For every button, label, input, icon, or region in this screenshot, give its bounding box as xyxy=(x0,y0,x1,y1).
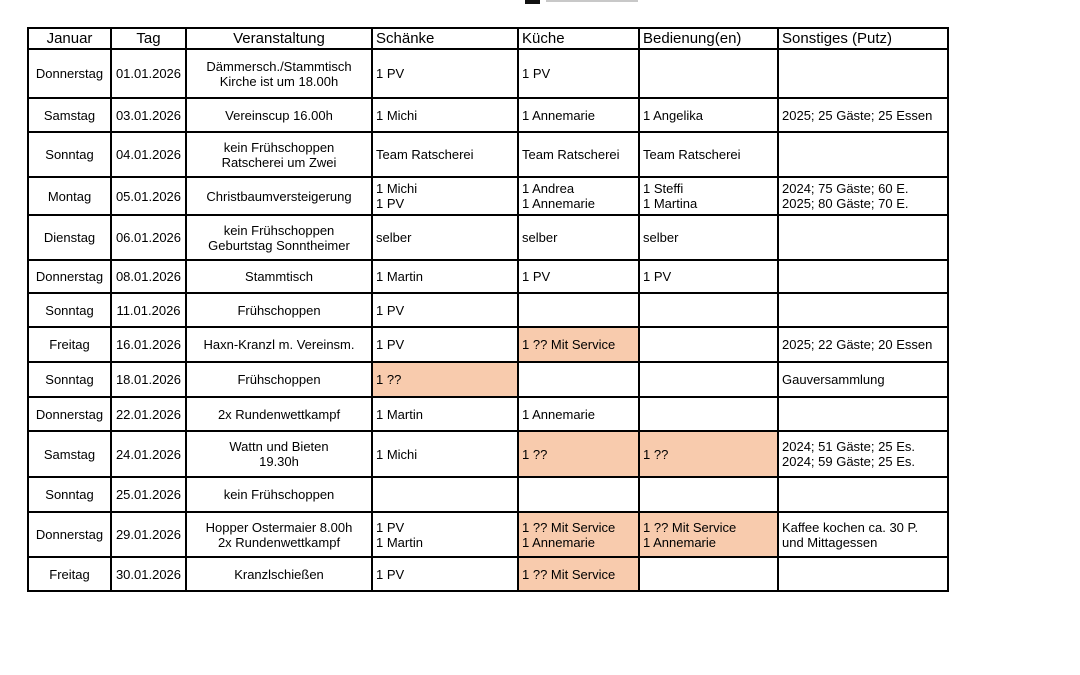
cell-date: 11.01.2026 xyxy=(111,293,186,327)
table-row xyxy=(28,362,948,397)
cell-text-line: 1 ?? Mit Service xyxy=(643,519,737,535)
cell-event xyxy=(186,362,372,397)
cell-text-line: 1 ?? xyxy=(376,372,402,387)
cell-text-line: Haxn-Kranzl m. Vereinsm. xyxy=(203,337,355,352)
cell-sonstiges xyxy=(778,431,948,477)
cell-event xyxy=(186,215,372,260)
cell-schaenke xyxy=(372,260,518,293)
cell-text-line: 1 ?? Mit Service xyxy=(522,519,616,535)
cell-event xyxy=(186,260,372,293)
cell-sonstiges xyxy=(778,49,948,98)
january-schedule-table xyxy=(27,27,949,592)
table-row xyxy=(28,431,948,477)
cell-text-line: 1 ?? xyxy=(643,446,669,462)
cell-event xyxy=(186,557,372,591)
cell-date: 06.01.2026 xyxy=(111,215,186,260)
cell-date: 22.01.2026 xyxy=(111,397,186,431)
cell-text-line: 1 PV xyxy=(376,566,405,582)
column-header: Schänke xyxy=(372,28,518,49)
cell-text-line: 1 PV xyxy=(643,269,672,284)
cell-text-line: Hopper Ostermaier 8.00h xyxy=(205,519,353,535)
cell-bedienung xyxy=(639,397,778,431)
cell-text-line: und Mittagessen xyxy=(782,534,878,550)
cell-kueche xyxy=(518,512,639,557)
cell-schaenke xyxy=(372,293,518,327)
cell-text-line: 1 Michi xyxy=(376,181,418,196)
cell-event xyxy=(186,477,372,512)
cell-sonstiges xyxy=(778,177,948,215)
cell-day: Montag xyxy=(28,177,111,215)
cell-sonstiges xyxy=(778,557,948,591)
table-row xyxy=(28,512,948,557)
cell-kueche xyxy=(518,49,639,98)
cell-text-line: 2024; 51 Gäste; 25 Es. xyxy=(782,439,915,454)
cell-kueche xyxy=(518,477,639,512)
cell-date: 16.01.2026 xyxy=(111,327,186,362)
cell-day: Freitag xyxy=(28,327,111,362)
cut-off-title-fragment xyxy=(546,0,638,2)
table-row xyxy=(28,260,948,293)
cell-text-line: 1 Andrea xyxy=(522,181,575,196)
cell-schaenke xyxy=(372,132,518,177)
cell-text-line: 1 ?? Mit Service xyxy=(522,566,616,582)
cell-kueche xyxy=(518,431,639,477)
cell-text-line: selber xyxy=(522,230,558,245)
cell-text-line: 19.30h xyxy=(259,454,299,469)
table-row xyxy=(28,28,948,49)
cell-text-line: 1 ?? xyxy=(522,446,548,462)
cell-kueche xyxy=(518,215,639,260)
cell-kueche xyxy=(518,397,639,431)
cell-schaenke xyxy=(372,49,518,98)
cell-day: Sonntag xyxy=(28,362,111,397)
cell-kueche xyxy=(518,132,639,177)
cell-sonstiges xyxy=(778,512,948,557)
cell-date: 08.01.2026 xyxy=(111,260,186,293)
table-row xyxy=(28,477,948,512)
cell-day: Freitag xyxy=(28,557,111,591)
cell-day: Donnerstag xyxy=(28,512,111,557)
cell-bedienung xyxy=(639,98,778,132)
cell-date: 03.01.2026 xyxy=(111,98,186,132)
cell-text-line: 1 ?? Mit Service xyxy=(522,337,616,352)
column-header: Küche xyxy=(518,28,639,49)
cell-event xyxy=(186,431,372,477)
cell-text-line: 1 Michi xyxy=(376,107,418,123)
cell-text-line: Kranzlschießen xyxy=(234,566,324,582)
cell-day: Sonntag xyxy=(28,477,111,512)
column-header: Sonstiges (Putz) xyxy=(778,28,948,49)
cell-bedienung xyxy=(639,477,778,512)
cell-sonstiges xyxy=(778,362,948,397)
cell-event xyxy=(186,293,372,327)
cell-day: Sonntag xyxy=(28,132,111,177)
column-header: Januar xyxy=(28,28,111,49)
table-row xyxy=(28,98,948,132)
cell-bedienung xyxy=(639,260,778,293)
cell-text-line: 2x Rundenwettkampf xyxy=(217,406,341,422)
cell-text-line: Kaffee kochen ca. 30 P. xyxy=(782,519,919,535)
cell-text-line: 1 Martin xyxy=(376,534,423,550)
table-header-row xyxy=(28,28,948,49)
cell-day: Samstag xyxy=(28,98,111,132)
cell-schaenke xyxy=(372,215,518,260)
cell-text-line: Kirche ist um 18.00h xyxy=(219,73,339,89)
cell-text-line: 1 PV xyxy=(376,66,405,81)
cell-text-line: selber xyxy=(376,230,412,245)
cell-date: 05.01.2026 xyxy=(111,177,186,215)
cell-bedienung xyxy=(639,431,778,477)
cell-text-line: 1 Annemarie xyxy=(643,534,716,550)
table-row xyxy=(28,132,948,177)
cell-sonstiges xyxy=(778,293,948,327)
cell-bedienung xyxy=(639,362,778,397)
table-body xyxy=(28,49,948,591)
cell-bedienung xyxy=(639,215,778,260)
cell-text-line: Dämmersch./Stammtisch xyxy=(206,58,352,74)
cell-text-line: Geburtstag Sonntheimer xyxy=(208,237,350,253)
cell-text-line: Wattn und Bieten xyxy=(229,439,329,454)
cell-sonstiges xyxy=(778,327,948,362)
cell-text-line: 2x Rundenwettkampf xyxy=(217,534,341,550)
cell-date: 29.01.2026 xyxy=(111,512,186,557)
cell-text-line: 1 PV xyxy=(376,196,405,211)
cell-text-line: Gauversammlung xyxy=(782,372,885,387)
cell-kueche xyxy=(518,98,639,132)
cell-text-line: 1 Angelika xyxy=(643,107,703,123)
cell-text-line: 1 Martin xyxy=(376,269,423,284)
table-row xyxy=(28,293,948,327)
cell-event xyxy=(186,327,372,362)
cell-date: 04.01.2026 xyxy=(111,132,186,177)
cell-text-line: kein Frühschoppen xyxy=(223,139,335,155)
cell-text-line: 2025; 25 Gäste; 25 Essen xyxy=(782,107,933,123)
cell-schaenke xyxy=(372,557,518,591)
cell-text-line: kein Frühschoppen xyxy=(223,487,335,502)
cell-schaenke xyxy=(372,477,518,512)
cell-bedienung xyxy=(639,557,778,591)
table-row xyxy=(28,557,948,591)
cell-bedienung xyxy=(639,327,778,362)
cell-text-line: Frühschoppen xyxy=(237,372,321,387)
cell-kueche xyxy=(518,557,639,591)
cell-text-line: kein Frühschoppen xyxy=(223,222,335,238)
table-row xyxy=(28,215,948,260)
cell-text-line: 1 Martina xyxy=(643,196,698,211)
cell-bedienung xyxy=(639,293,778,327)
cell-sonstiges xyxy=(778,477,948,512)
cell-schaenke xyxy=(372,98,518,132)
cell-text-line: 1 Steffi xyxy=(643,181,684,196)
cell-text-line: 2024; 59 Gäste; 25 Es. xyxy=(782,454,915,469)
cell-text-line: 1 PV xyxy=(376,519,405,535)
cell-text-line: Stammtisch xyxy=(245,269,313,284)
cell-text-line: Team Ratscherei xyxy=(522,147,620,162)
cell-schaenke xyxy=(372,362,518,397)
cell-text-line: 1 PV xyxy=(376,337,405,352)
cell-text-line: 1 PV xyxy=(522,269,551,284)
cell-kueche xyxy=(518,177,639,215)
cell-kueche xyxy=(518,260,639,293)
cell-text-line: 1 PV xyxy=(376,302,405,318)
cell-kueche xyxy=(518,327,639,362)
cell-day: Donnerstag xyxy=(28,49,111,98)
cell-sonstiges xyxy=(778,397,948,431)
cell-text-line: 1 Annemarie xyxy=(522,196,595,211)
cell-kueche xyxy=(518,362,639,397)
cell-text-line: selber xyxy=(643,230,679,245)
table-row xyxy=(28,177,948,215)
cell-event xyxy=(186,512,372,557)
cell-schaenke xyxy=(372,177,518,215)
cell-text-line: 1 Michi xyxy=(376,446,418,462)
cell-bedienung xyxy=(639,49,778,98)
cell-text-line: 1 PV xyxy=(522,66,551,81)
table-row xyxy=(28,327,948,362)
cell-kueche xyxy=(518,293,639,327)
cell-date: 18.01.2026 xyxy=(111,362,186,397)
cell-day: Sonntag xyxy=(28,293,111,327)
cell-sonstiges xyxy=(778,132,948,177)
cell-date: 01.01.2026 xyxy=(111,49,186,98)
cell-bedienung xyxy=(639,177,778,215)
cell-sonstiges xyxy=(778,98,948,132)
cell-sonstiges xyxy=(778,215,948,260)
cell-day: Donnerstag xyxy=(28,260,111,293)
cell-event xyxy=(186,49,372,98)
cell-text-line: Frühschoppen xyxy=(237,302,321,318)
cell-text-line: 1 Annemarie xyxy=(522,406,595,422)
column-header: Tag xyxy=(111,28,186,49)
cell-text-line: Christbaumversteigerung xyxy=(206,188,352,204)
cell-bedienung xyxy=(639,512,778,557)
cell-sonstiges xyxy=(778,260,948,293)
cell-text-line: Team Ratscherei xyxy=(643,147,741,162)
cell-date: 30.01.2026 xyxy=(111,557,186,591)
cell-text-line: Team Ratscherei xyxy=(376,147,474,162)
cell-schaenke xyxy=(372,512,518,557)
cell-text-line: 2025; 80 Gäste; 70 E. xyxy=(782,196,909,211)
cell-date: 25.01.2026 xyxy=(111,477,186,512)
cell-date: 24.01.2026 xyxy=(111,431,186,477)
cell-text-line: Vereinscup 16.00h xyxy=(225,107,333,123)
table-row xyxy=(28,397,948,431)
cell-day: Donnerstag xyxy=(28,397,111,431)
cell-day: Samstag xyxy=(28,431,111,477)
cell-schaenke xyxy=(372,397,518,431)
cell-text-line: 1 Annemarie xyxy=(522,107,595,123)
cell-text-line: 1 Annemarie xyxy=(522,534,595,550)
cell-event xyxy=(186,397,372,431)
cell-event xyxy=(186,177,372,215)
cell-text-line: 2025; 22 Gäste; 20 Essen xyxy=(782,337,933,352)
cell-event xyxy=(186,132,372,177)
table-row xyxy=(28,49,948,98)
cell-text-line: Ratscherei um Zwei xyxy=(221,154,337,170)
cell-schaenke xyxy=(372,431,518,477)
cell-day: Dienstag xyxy=(28,215,111,260)
column-header: Bedienung(en) xyxy=(639,28,778,49)
cell-bedienung xyxy=(639,132,778,177)
cell-event xyxy=(186,98,372,132)
cell-schaenke xyxy=(372,327,518,362)
cut-off-title-fragment xyxy=(525,0,540,4)
cell-text-line: 2024; 75 Gäste; 60 E. xyxy=(782,181,909,196)
cell-text-line: 1 Martin xyxy=(376,406,423,422)
column-header: Veranstaltung xyxy=(186,28,372,49)
